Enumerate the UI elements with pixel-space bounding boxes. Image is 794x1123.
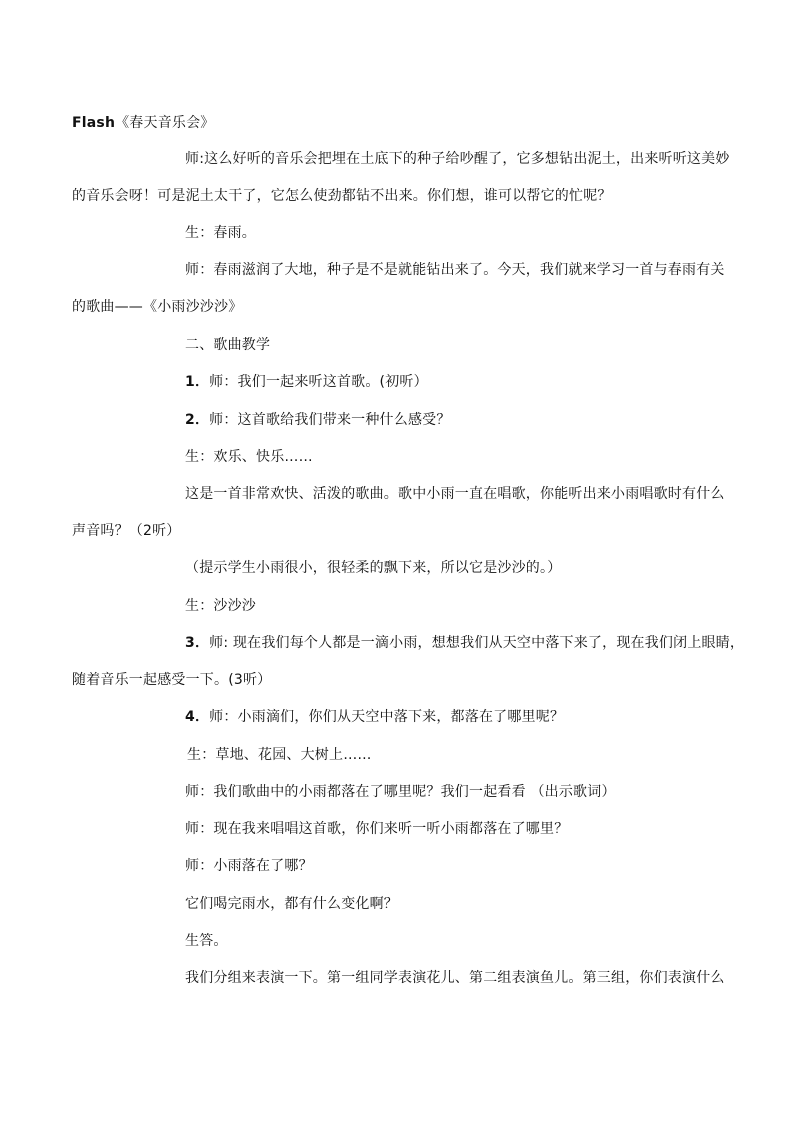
paragraph-line: 这是一首非常欢快、活泼的歌曲。歌中小雨一直在唱歌，你能听出来小雨唱歌时有什么 (185, 486, 725, 502)
paragraph-line: 的音乐会呀！可是泥土太干了，它怎么使劲都钻不出来。你们想，谁可以帮它的忙呢？ (72, 188, 612, 204)
numbered-line (185, 410, 451, 430)
flash-title-line (72, 113, 215, 133)
item-text: 师：小雨滴们，你们从天空中落下来，都落在了哪里呢？ (209, 709, 565, 725)
paragraph-line: 师:这么好听的音乐会把埋在土底下的种子给吵醒了，它多想钻出泥土，出来听听这美妙 (185, 151, 730, 167)
numbered-line (185, 707, 564, 727)
paragraph-line: 生：春雨。 (185, 225, 256, 241)
paragraph-line: 师：我们歌曲中的小雨都落在了哪里呢？我们一起看看 （出示歌词） (185, 784, 616, 800)
item-text: 师：我们一起来听这首歌。(初听） (209, 374, 428, 390)
paragraph-line: 师：春雨滋润了大地，种子是不是就能钻出来了。今天，我们就来学习一首与春雨有关 (185, 262, 725, 278)
paragraph-line: 的歌曲——《小雨沙沙沙》 (72, 299, 243, 315)
item-number: 1． (185, 374, 210, 390)
numbered-line (185, 633, 744, 653)
paragraph-line: 它们喝完雨水，都有什么变化啊？ (185, 896, 398, 912)
numbered-line (185, 372, 428, 392)
paragraph-line: （提示学生小雨很小，很轻柔的飘下来，所以它是沙沙的。） (185, 560, 562, 576)
paragraph-line: 我们分组来表演一下。第一组同学表演花儿、第二组表演鱼儿。第三组，你们表演什么 (185, 970, 725, 986)
paragraph-line: 随着音乐一起感受一下。(3听） (72, 672, 272, 688)
section-heading: 二、歌曲教学 (185, 337, 271, 353)
flash-label: Flash (72, 115, 116, 131)
paragraph-line: 生：欢乐、快乐…… (185, 449, 313, 465)
paragraph-line: 师：现在我来唱唱这首歌，你们来听一听小雨都落在了哪里？ (185, 821, 569, 837)
paragraph-line: 师：小雨落在了哪？ (185, 858, 313, 874)
paragraph-line: 生：草地、花园、大树上…… (187, 747, 372, 763)
flash-title: 《春天音乐会》 (115, 115, 215, 131)
item-text: 师：这首歌给我们带来一种什么感受？ (209, 412, 451, 428)
item-number: 4． (185, 709, 210, 725)
item-number: 3． (185, 635, 210, 651)
paragraph-line: 生答。 (185, 933, 228, 949)
item-text: 师: 现在我们每个人都是一滴小雨，想想我们从天空中落下来了，现在我们闭上眼睛， (209, 635, 745, 651)
paragraph-line: 生：沙沙沙 (185, 598, 256, 614)
item-number: 2． (185, 412, 210, 428)
paragraph-line: 声音吗？（2听） (72, 523, 181, 539)
